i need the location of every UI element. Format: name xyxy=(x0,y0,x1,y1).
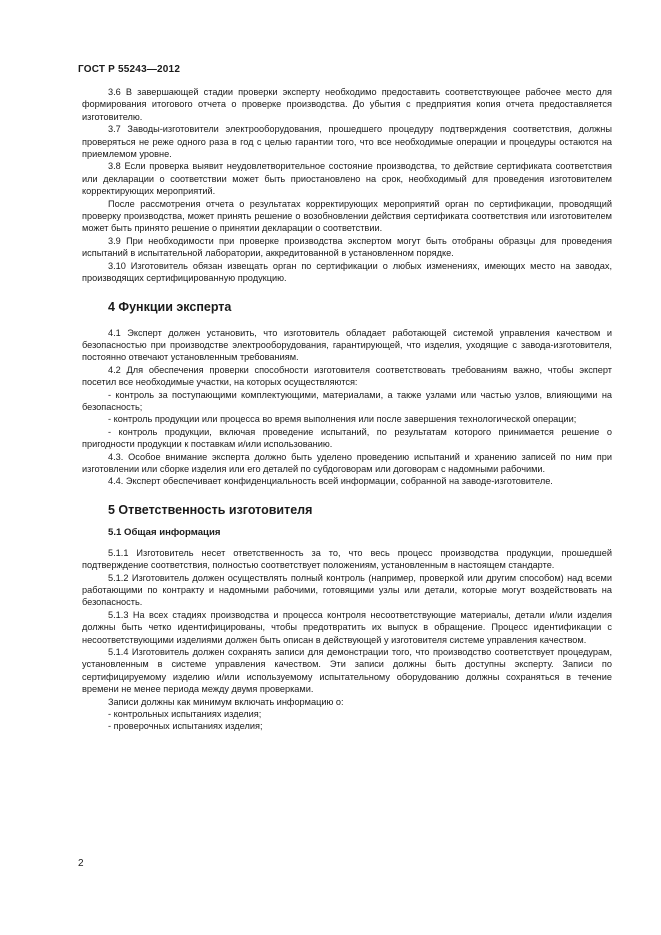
list-item-records-b: - проверочных испытаниях изделия; xyxy=(108,721,263,732)
document-body xyxy=(82,86,612,733)
paragraph-4-2: 4.2 Для обеспечения проверки способности изготовителя соответствовать требованиям важно, чтобы эксперт посетил все необходимые участки, на которых осуществляются: xyxy=(82,364,612,388)
paragraph-5-1-1: 5.1.1 Изготовитель несет ответственность за то, что весь процесс производства продукции, прошедшей подтверждение соответствия, полностью соответствует положениям, установленным в настоящем стандарте. xyxy=(82,547,612,571)
paragraph-3-6: 3.6 В завершающей стадии проверки эксперту необходимо предоставить соответствующее рабочее место для формирования итогового отчета о проверке производства. До убытия с предприятия копия отчета предоставляется изготовителю. xyxy=(82,87,612,122)
paragraph-4-3: 4.3. Особое внимание эксперта должно быть уделено проведению испытаний и хранению записей по ним при изготовлении или сборке изделия или его деталей по субдоговорам или договорам с надомными рабочими. xyxy=(82,451,612,474)
list-item-4-2-b: - контроль продукции или процесса во время выполнения или после завершения технологической операции; xyxy=(108,414,577,425)
list-item-4-2-a: - контроль за поступающими комплектующими, материалами, а также узлами или частью узлов, влияющими на безопасность; xyxy=(82,389,612,412)
paragraph-3-8: 3.8 Если проверка выявит неудовлетворительное состояние производства, то действие сертификата соответствия или декларации о соответствии может быть приостановлено на срок, необходимый для проведения изготовителем корректирующих мероприятий. xyxy=(82,161,612,197)
paragraph-records-intro: Записи должны как минимум включать информацию о: xyxy=(108,696,344,707)
paragraph-5-1-3: 5.1.3 На всех стадиях производства и процесса контроля несоответствующие материалы, детали и/или изделия должны быть четко идентифицированы, чтобы предотвратить их выпуск в обращение. Процесс идентификации с несоответствующими изделиями должен быть описан в действующей у изготовителя системе управления качеством. xyxy=(82,609,612,645)
paragraph-4-4: 4.4. Эксперт обеспечивает конфиденциальность всей информации, собранной на заводе-изготовителе. xyxy=(108,476,553,487)
subsection-5-1-heading: 5.1 Общая информация xyxy=(108,526,221,538)
paragraph-5-1-4: 5.1.4 Изготовитель должен сохранять записи для демонстрации того, что производство соответствует процедурам, установленным в системе управления качеством. Эти записи должны быть доступны эксперту. Записи по сертифицируемому изделию и/или используемому испытательному оборудованию должны сохраняться в течение времени не менее периода между двумя проверками. xyxy=(82,647,612,695)
document-header: ГОСТ Р 55243—2012 xyxy=(78,64,181,75)
section-5-heading: 5 Ответственность изготовителя xyxy=(108,502,313,517)
list-item-4-2-c: - контроль продукции, включая проведение испытаний, по результатам которого принимается решение о пригодности продукции к поставкам и/или использованию. xyxy=(82,426,612,450)
paragraph-3-8-after: После рассмотрения отчета о результатах корректирующих мероприятий орган по сертификации, проводящий проверку производства, может принять решение о возобновлении действия сертификата соответствия или изготовителем может быть принято решение о принятии декларации о соответствии. xyxy=(82,198,612,234)
paragraph-5-1-2: 5.1.2 Изготовитель должен осуществлять полный контроль (например, проверкой или другим способом) над всеми работающими по контракту и надомными рабочими, готовящими узлы или детали, которые могут воздействовать на безопасность. xyxy=(82,572,612,608)
paragraph-3-9: 3.9 При необходимости при проверке производства экспертом могут быть отобраны образцы для проведения испытаний в испытательной лаборатории, аккредитованной в установленном порядке. xyxy=(82,235,612,259)
page-number: 2 xyxy=(78,858,84,869)
section-4-heading: 4 Функции эксперта xyxy=(108,299,232,314)
paragraph-3-10: 3.10 Изготовитель обязан извещать орган по сертификации о любых изменениях, имеющих место на заводах, производящих сертифицированную продукцию. xyxy=(82,260,612,284)
list-item-records-a: - контрольных испытаниях изделия; xyxy=(108,709,262,720)
paragraph-4-1: 4.1 Эксперт должен установить, что изготовитель обладает работающей системой управления качеством и безопасностью при производстве электрооборудования, гарантирующей, что изделия, уходящие с завода-изготовителя, постоянно отвечают установленным требованиям. xyxy=(82,327,612,363)
paragraph-3-7: 3.7 Заводы-изготовители электрооборудования, прошедшего процедуру подтверждения соответствия, должны проверяться не реже одного раза в год с целью гарантии того, что все необходимые операции и процедуры остаются на приемлемом уровне. xyxy=(82,124,612,160)
